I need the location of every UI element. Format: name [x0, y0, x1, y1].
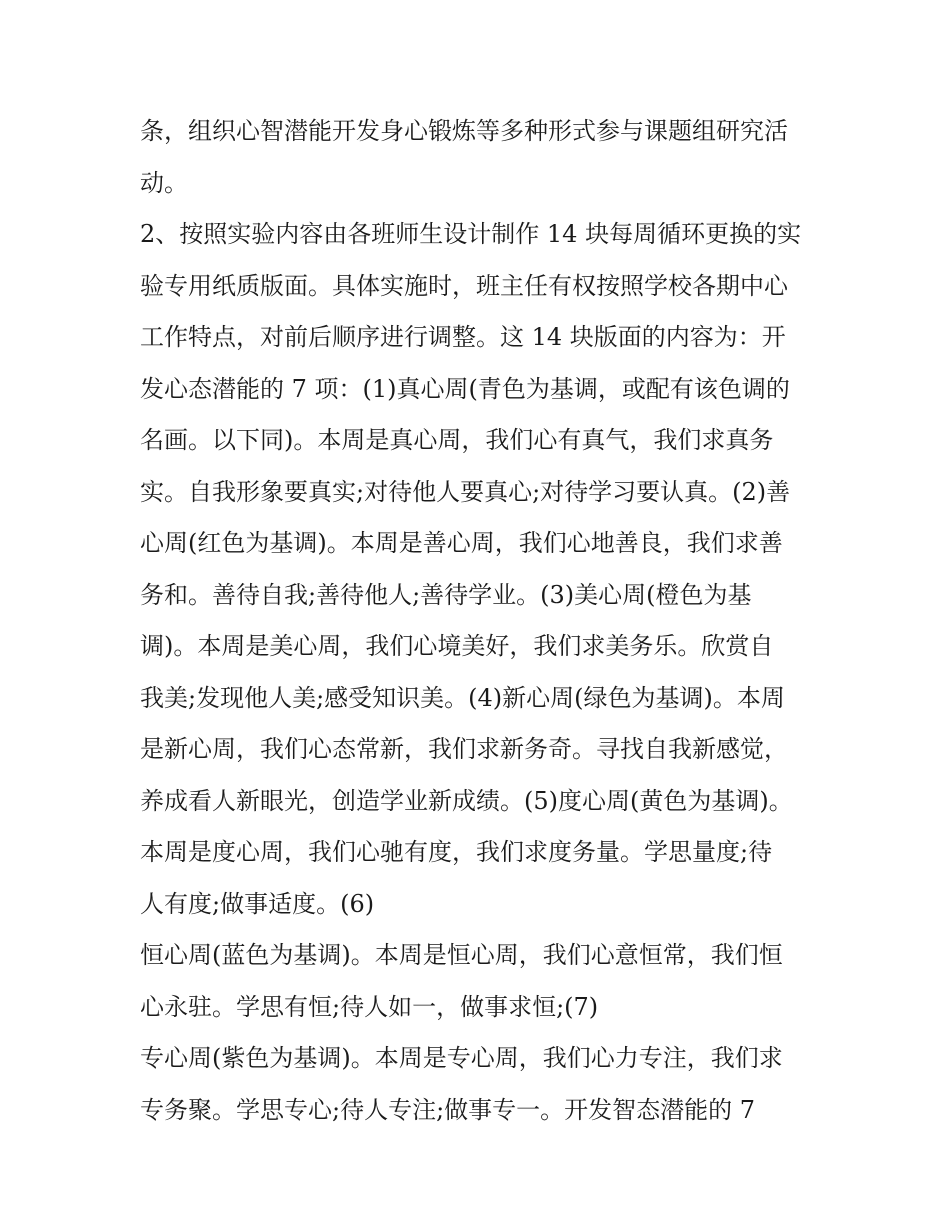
text-line: 本周是度心周，我们心驰有度，我们求度务量。学思量度;待 — [140, 838, 773, 866]
text-line: 是新心周，我们心态常新，我们求新务奇。寻找自我新感觉， — [140, 735, 788, 763]
text-line: 名画。以下同)。本周是真心周，我们心有真气，我们求真务 — [140, 426, 774, 454]
text-line: 养成看人新眼光，创造学业新成绩。(5)度心周(黄色为基调)。 — [140, 786, 793, 815]
text-line: 专心周(紫色为基调)。本周是专心周，我们心力专注，我们求 — [140, 1044, 783, 1072]
text-line: 人有度;做事适度。(6) — [140, 889, 375, 918]
body-text — [140, 106, 820, 1136]
text-line: 工作特点，对前后顺序进行调整。这 14 块版面的内容为：开 — [140, 323, 786, 351]
text-line: 条，组织心智潜能开发身心锻炼等多种形式参与课题组研究活 — [140, 117, 788, 145]
text-line: 专务聚。学思专心;待人专注;做事专一。开发智态潜能的 7 — [140, 1095, 756, 1124]
text-line: 我美;发现他人美;感受知识美。(4)新心周(绿色为基调)。本周 — [140, 683, 785, 712]
text-line: 实。自我形象要真实;对待他人要真心;对待学习要认真。(2)善 — [140, 477, 791, 506]
text-line: 心周(红色为基调)。本周是善心周，我们心地善良，我们求善 — [140, 529, 783, 557]
text-line: 心永驻。学思有恒;待人如一，做事求恒;(7) — [140, 992, 599, 1021]
text-line: 动。 — [140, 168, 188, 197]
text-line: 恒心周(蓝色为基调)。本周是恒心周，我们心意恒常，我们恒 — [140, 941, 783, 969]
text-line: 调)。本周是美心周，我们心境美好，我们求美务乐。欣赏自 — [140, 632, 774, 660]
text-line: 验专用纸质版面。具体实施时，班主任有权按照学校各期中心 — [140, 271, 788, 300]
text-line: 发心态潜能的 7 项：(1)真心周(青色为基调，或配有该色调的 — [140, 374, 790, 403]
text-line: 务和。善待自我;善待他人;善待学业。(3)美心周(橙色为基 — [140, 580, 752, 609]
text-line: 2、按照实验内容由各班师生设计制作 14 块每周循环更换的实 — [140, 220, 802, 248]
